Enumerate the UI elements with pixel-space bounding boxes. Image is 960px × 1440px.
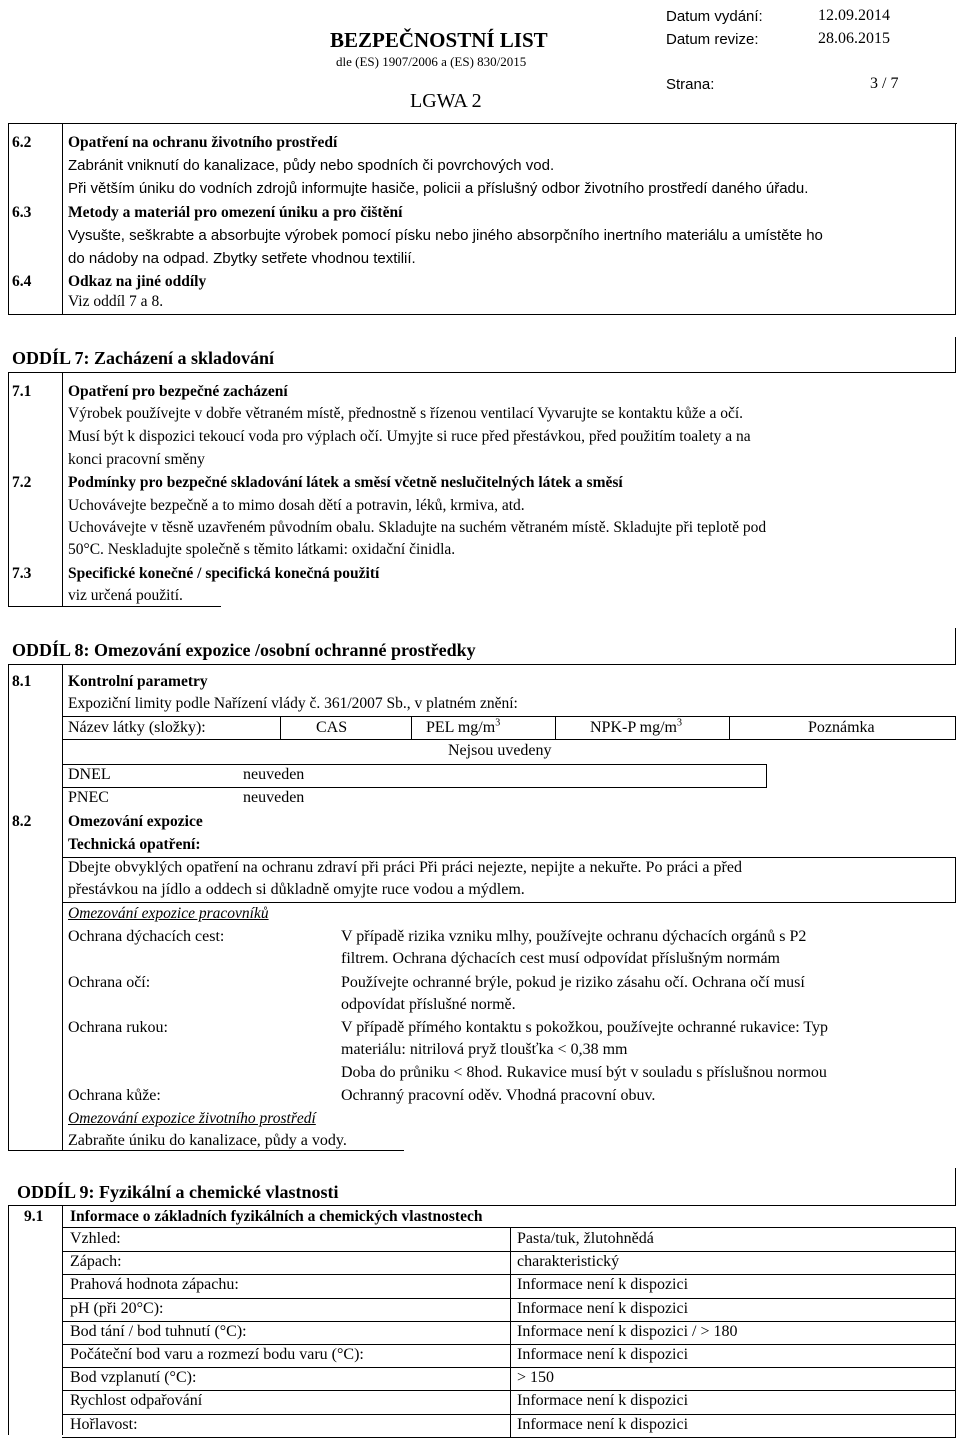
paragraph-line: Výrobek používejte v dobře větraném místě, přednostně s řízenou ventilací Vyvarujte se kontaktu kůže a očí. — [68, 405, 744, 422]
environment-exposure-title: Omezování expozice životního prostředí — [68, 1110, 316, 1127]
paragraph-line: konci pracovní směny — [68, 451, 205, 468]
ppe-label-hands: Ochrana rukou: — [68, 1019, 168, 1036]
page-number-value: 3 / 7 — [870, 75, 899, 92]
paragraph-line: Uchovávejte bezpečně a to mimo dosah dětí a potravin, léků, krmiva, atd. — [68, 497, 525, 514]
table-empty-note: Nejsou uvedeny — [448, 742, 552, 759]
subsection-title: Opatření na ochranu životního prostředí — [68, 134, 338, 151]
paragraph-line: přestávkou na jídlo a oddech si důkladně omyjte ruce vodou a mýdlem. — [68, 881, 525, 898]
section-title: ODDÍL 7: Zacházení a skladování — [12, 348, 275, 368]
ppe-value-respiratory: filtrem. Ochrana dýchacích cest musí odpovídat příslušným normám — [341, 950, 780, 967]
ppe-label-respiratory: Ochrana dýchacích cest: — [68, 928, 225, 945]
paragraph-line: Viz oddíl 7 a 8. — [68, 293, 164, 310]
property-label: Počáteční bod varu a rozmezí bodu varu (°C): — [70, 1346, 364, 1363]
subsection-title: Kontrolní parametry — [68, 673, 208, 690]
table-header-npk: NPK-P $mg/m^3$ — [590, 717, 682, 736]
paragraph-line: Uchovávejte v těsně uzavřeném původním obalu. Skladujte na suchém větraném místě. Skladujte při teplotě pod — [68, 519, 767, 536]
property-label: Hořlavost: — [70, 1415, 138, 1433]
ppe-label-skin: Ochrana kůže: — [68, 1087, 161, 1104]
workers-exposure-title: Omezování expozice pracovníků — [68, 905, 269, 922]
issue-date-label: Datum vydání: — [666, 8, 763, 25]
property-label: Rychlost odpařování — [70, 1392, 203, 1410]
ppe-value-skin: Ochranný pracovní oděv. Vhodná pracovní obuv. — [341, 1087, 656, 1104]
subsection-number: 8.2 — [12, 813, 32, 830]
dnel-value: neuveden — [243, 766, 305, 783]
paragraph-line: Zabraňte úniku do kanalizace, půdy a vody. — [68, 1132, 347, 1149]
property-value: Informace není k dispozici / > 180 — [517, 1322, 738, 1340]
paragraph-line: Zabránit vniknutí do kanalizace, půdy nebo spodních či povrchových vod. — [68, 157, 555, 174]
paragraph-line: Vysušte, seškrabte a absorbujte výrobek pomocí písku nebo jiného absorpčního inertního materiálu a umístěte ho — [68, 227, 823, 244]
pnec-value: neuveden — [243, 789, 305, 806]
subsection-number: 6.4 — [12, 273, 32, 290]
revision-date-value: 28.06.2015 — [818, 30, 890, 47]
table-header-substance: Název látky (složky): — [68, 719, 206, 736]
property-label: Bod tání / bod tuhnutí (°C): — [70, 1322, 247, 1340]
paragraph-line: 50°C. Neskladujte společně s těmito látkami: oxidační činidla. — [68, 541, 456, 558]
ppe-value-respiratory: V případě rizika vzniku mlhy, používejte ochranu dýchacích orgánů s P2 — [341, 928, 807, 945]
subsection-number: 7.3 — [12, 565, 32, 582]
property-value: Informace není k dispozici — [517, 1415, 689, 1433]
issue-date-value: 12.09.2014 — [818, 7, 890, 24]
paragraph-line: Musí být k dispozici tekoucí voda pro výplach očí. Umyjte si ruce před přestávkou, před použitím toalety a na — [68, 428, 751, 445]
property-value: Informace není k dispozici — [517, 1276, 689, 1294]
subsection-number: 9.1 — [24, 1208, 44, 1225]
property-value: Informace není k dispozici — [517, 1392, 689, 1410]
paragraph-line: Při větším úniku do vodních zdrojů informujte hasiče, policii a příslušný odbor životního prostředí daného úřadu. — [68, 180, 809, 197]
ppe-value-hands: materiálu: nitrilová pryž tloušťka < 0,38 mm — [341, 1041, 628, 1058]
subsection-number: 6.3 — [12, 204, 32, 221]
subsection-title: Podmínky pro bezpečné skladování látek a směsí včetně neslučitelných látek a směsí — [68, 474, 623, 491]
subsection-number: 8.1 — [12, 673, 32, 690]
header-divider — [8, 123, 957, 124]
subsection-title: Opatření pro bezpečné zacházení — [68, 383, 288, 400]
subsection-title: Metody a materiál pro omezení úniku a pro čištění — [68, 204, 403, 221]
ppe-label-eyes: Ochrana očí: — [68, 974, 151, 991]
document-title: BEZPEČNOSTNÍ LIST — [330, 28, 548, 52]
subsection-title: Odkaz na jiné oddíly — [68, 273, 207, 290]
dnel-label: DNEL — [68, 766, 111, 783]
paragraph-line: do nádoby na odpad. Zbytky setřete vhodnou textilií. — [68, 250, 416, 267]
table-header-note: Poznámka — [808, 719, 875, 736]
subsection-number: 7.2 — [12, 474, 32, 491]
subsection-title: Informace o základních fyzikálních a chemických vlastnostech — [70, 1208, 483, 1225]
section-title: ODDÍL 8: Omezování expozice /osobní ochranné prostředky — [12, 640, 476, 660]
revision-date-label: Datum revize: — [666, 31, 759, 48]
subsection-number: 7.1 — [12, 383, 32, 400]
property-label: Prahová hodnota zápachu: — [70, 1276, 239, 1294]
ppe-value-eyes: Používejte ochranné brýle, pokud je riziko zásahu očí. Ochrana očí musí — [341, 974, 805, 991]
table-header-pel: PEL $mg/m^3$ — [426, 717, 501, 736]
subsection-number: 6.2 — [12, 134, 32, 151]
section-title: ODDÍL 9: Fyzikální a chemické vlastnosti — [17, 1182, 339, 1202]
paragraph-line: Expoziční limity podle Nařízení vlády č. 361/2007 Sb., v platném znění: — [68, 695, 518, 712]
property-label: Zápach: — [70, 1253, 122, 1271]
subsection-title: Specifické konečné / specifická konečná použití — [68, 565, 380, 582]
ppe-value-eyes: odpovídat příslušné normě. — [341, 996, 516, 1013]
table-header-cas: CAS — [316, 719, 348, 736]
property-label: pH (při 20°C): — [70, 1299, 164, 1317]
paragraph-line: Dbejte obvyklých opatření na ochranu zdraví při práci Při práci nejezte, nepijte a nekuřte. Po práci a před — [68, 859, 742, 876]
property-value: > 150 — [517, 1369, 555, 1387]
property-label: Bod vzplanutí (°C): — [70, 1369, 197, 1387]
regulation-reference: dle (ES) 1907/2006 a (ES) 830/2015 — [336, 54, 527, 69]
ppe-value-hands: Doba do průniku < 8hod. Rukavice musí být v souladu s příslušnou normou — [341, 1064, 827, 1081]
subsection-title: Omezování expozice — [68, 813, 203, 830]
property-value: Informace není k dispozici — [517, 1346, 689, 1363]
technical-measures-title: Technická opatření: — [68, 836, 201, 853]
pnec-label: PNEC — [68, 789, 109, 806]
property-value: Informace není k dispozici — [517, 1299, 689, 1317]
ppe-value-hands: V případě přímého kontaktu s pokožkou, používejte ochranné rukavice: Typ — [341, 1019, 829, 1036]
property-label: Vzhled: — [70, 1230, 121, 1247]
property-value: charakteristický — [517, 1253, 620, 1271]
paragraph-line: viz určená použití. — [68, 587, 183, 604]
product-name: LGWA 2 — [410, 90, 482, 112]
page-number-label: Strana: — [666, 76, 715, 93]
property-value: Pasta/tuk, žlutohnědá — [517, 1230, 654, 1247]
